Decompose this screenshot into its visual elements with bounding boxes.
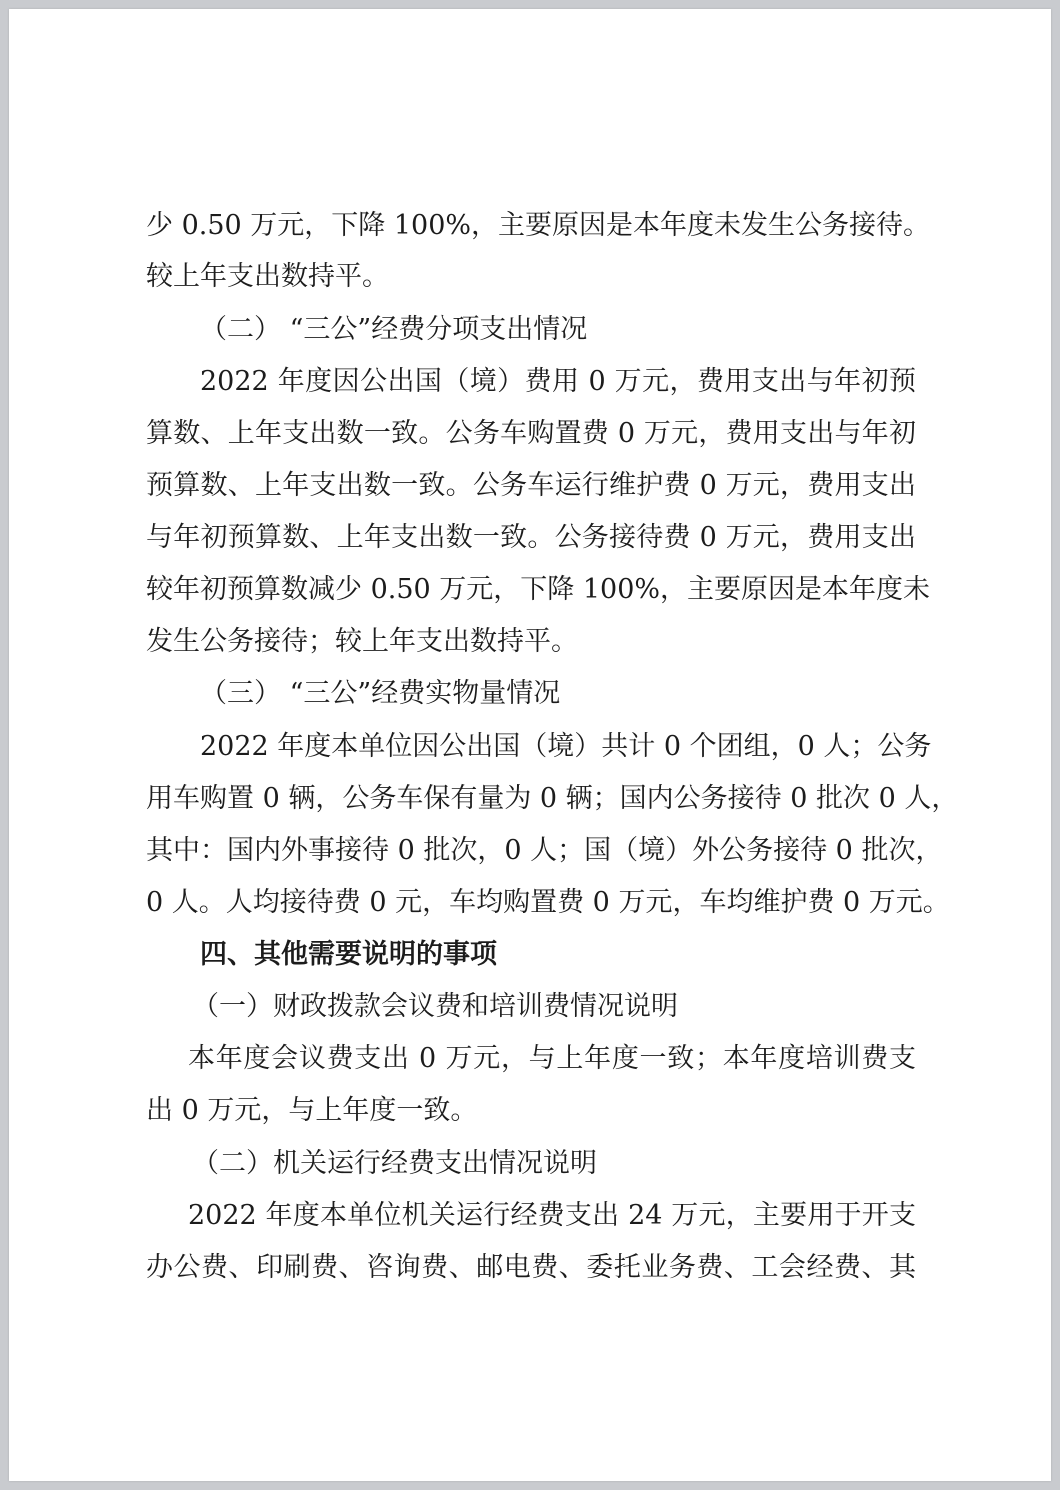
section-heading: （二）机关运行经费支出情况说明: [192, 1148, 597, 1179]
major-heading: 四、其他需要说明的事项: [200, 939, 497, 970]
paragraph-line: 2022 年度因公出国（境）费用 0 万元，费用支出与年初预: [200, 366, 916, 397]
paragraph-line: 较上年支出数持平。: [146, 261, 389, 292]
paragraph-line: 其中：国内外事接待 0 批次，0 人；国（境）外公务接待 0 批次，: [146, 835, 943, 866]
section-heading: （二） “三公”经费分项支出情况: [200, 314, 588, 345]
paragraph-line: 0 人。人均接待费 0 元，车均购置费 0 万元，车均维护费 0 万元。: [146, 887, 950, 918]
section-heading: （三） “三公”经费实物量情况: [200, 678, 561, 709]
paragraph-line: 办公费、印刷费、咨询费、邮电费、委托业务费、工会经费、其: [146, 1252, 916, 1283]
paragraph-line: 本年度会议费支出 0 万元，与上年度一致；本年度培训费支: [188, 1043, 916, 1074]
paragraph-line: 预算数、上年支出数一致。公务车运行维护费 0 万元，费用支出: [146, 470, 916, 501]
section-heading: （一）财政拨款会议费和培训费情况说明: [192, 991, 678, 1022]
paragraph-line: 用车购置 0 辆，公务车保有量为 0 辆；国内公务接待 0 批次 0 人，: [146, 783, 959, 814]
paragraph-line: 2022 年度本单位机关运行经费支出 24 万元，主要用于开支: [188, 1200, 916, 1231]
paragraph-line: 与年初预算数、上年支出数一致。公务接待费 0 万元，费用支出: [146, 522, 916, 553]
paragraph-line: 出 0 万元，与上年度一致。: [146, 1095, 478, 1126]
paragraph-line: 算数、上年支出数一致。公务车购置费 0 万元，费用支出与年初: [146, 418, 916, 449]
paragraph-line: 少 0.50 万元，下降 100%，主要原因是本年度未发生公务接待。: [146, 210, 931, 241]
paragraph-line: 2022 年度本单位因公出国（境）共计 0 个团组，0 人；公务: [200, 731, 932, 762]
paragraph-line: 较年初预算数减少 0.50 万元，下降 100%，主要原因是本年度未: [146, 574, 931, 605]
paragraph-line: 发生公务接待；较上年支出数持平。: [146, 626, 578, 657]
